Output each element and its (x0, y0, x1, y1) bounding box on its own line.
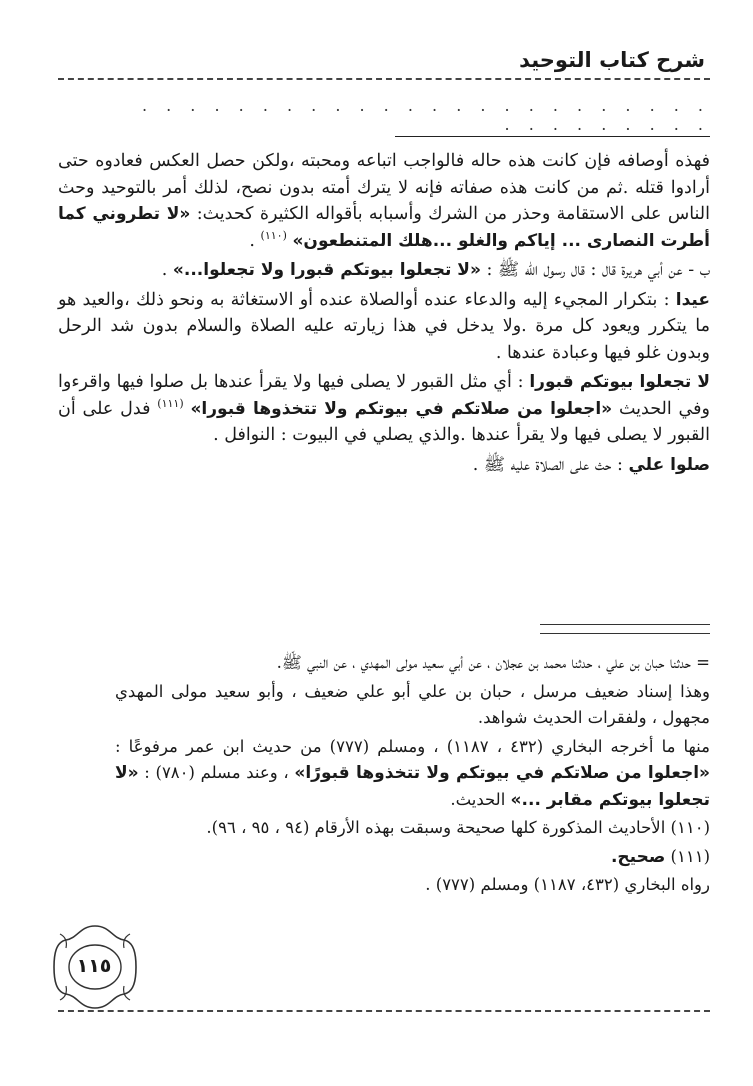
term-eid: عيدا (675, 289, 710, 310)
footnote-3-text-3: الحديث. (450, 789, 506, 809)
hadith-quote-3: «اجعلوا من صلاتكم في بيوتكم ولا تتخذوها قبورا» (190, 398, 613, 419)
section-divider (395, 136, 710, 137)
page-title: شرح كتاب التوحيد (519, 48, 705, 72)
paragraph-5-text: : حث على الصلاة عليه ﷺ . (472, 454, 623, 475)
footnote-111-source: رواه البخاري (٤٣٢، ١١٨٧) ومسلم (٧٧٧) . (425, 875, 710, 894)
footnote-ref-111: (١١١) (157, 396, 184, 410)
paragraph-1 (58, 148, 710, 254)
footer-divider (58, 1010, 710, 1012)
footnotes (115, 650, 710, 901)
footnote-3-text: منها ما أخرجه البخاري (٤٣٢ ، ١١٨٧) ، ومسلم (٧٧٧) من حديث ابن عمر مرفوعًا : (115, 736, 710, 756)
footnote-110: (١١٠) الأحاديث المذكورة كلها صحيحة وسبقت بهذه الأرقام (٩٤ ، ٩٥ ، ٩٦). (206, 818, 710, 837)
paragraph-4-text-2: فدل على أن القبور لا يصلى فيها ولا يقرأ عندها .والذي يصلي في البيوت : النوافل . (58, 398, 710, 445)
paragraph-2-text: ب - عن أبي هريرة قال : قال رسول الله ﷺ : (486, 260, 710, 280)
paragraph-2-end: . (161, 260, 168, 280)
footnote-ref-110: (١١٠) (260, 228, 287, 242)
header-divider (58, 78, 710, 80)
paragraph-4-text: : أي مثل القبور لا يصلى فيها ولا يقرأ عندها بل صلوا فيها واقرءوا وفي الحديث (58, 372, 710, 419)
paragraph-5 (58, 452, 710, 479)
paragraph-1-text: فهذه أوصافه فإن كانت هذه حاله فالواجب اتباعه ومحبته ،ولكن حصل العكس فعادوه حتى أرادوا قتله .ثم من كانت هذه صفاته فإنه لا يترك أمته بدون نصح، لذلك أمر بالتوحيد وحث الناس على الاستقامة وحذر من الشرك وأسبابه بأقواله الكثيرة كحديث: (58, 151, 710, 224)
main-text (58, 148, 710, 481)
paragraph-4 (58, 369, 710, 449)
paragraph-2 (58, 257, 710, 284)
footnote-quote-1: «اجعلوا من صلاتكم في بيوتكم ولا تتخذوها قبورًا» (294, 763, 711, 783)
footnote-1: = حدثنا حبان بن علي ، حدثنا محمد بن عجلان ، عن أبي سعيد مولى المهدي ، عن النبي ﷺ. (276, 653, 710, 672)
hadith-quote-1: «لا تطروني كما أطرت النصارى ... إياكم والغلو ...هلك المتنطعون» (58, 204, 710, 251)
term-pray: صلوا علي (628, 454, 710, 475)
paragraph-3 (58, 287, 710, 367)
footnote-divider-2 (540, 633, 710, 634)
page-number: ١١٥ (76, 955, 112, 977)
hadith-quote-2: «لا تجعلوا بيوتكم قبورا ولا تجعلوا...» (172, 260, 481, 280)
footnote-111-grade: صحيح. (610, 846, 666, 867)
footnote-quote-2: «لا تجعلوا بيوتكم مقابر ...» (115, 763, 710, 810)
paragraph-3-text: : بتكرار المجيء إليه والدعاء عنده أوالصلاة عنده أو الاستغاثة به ونحو ذلك ،والعيد هو ما يتكرر ويعود كل مرة .ولا يدخل في هذا زيارته عليه الصلاة والسلام بدون شد الرحل وبدون غلو فيها وعبادة عندها . (58, 289, 710, 363)
footnote-divider (540, 624, 710, 625)
paragraph-1-end: . (249, 230, 255, 251)
footnote-111-number: (١١١) (670, 846, 710, 866)
footnote-3-text-2: ، وعند مسلم (٧٨٠) : (144, 763, 289, 782)
ellipsis-dots: . . . . . . . . . . . . . . . . . . . . . . . . . . . . . . . . . (141, 96, 710, 134)
footnote-111 (115, 844, 710, 871)
footnote-3 (115, 734, 710, 814)
term-graves: لا تجعلوا بيوتكم قبورا (529, 372, 710, 392)
footnote-2: وهذا إسناد ضعيف مرسل ، حبان بن علي أبو علي ضعيف ، وأبو سعيد مولى المهدي مجهول ، ولفقرات الحديث شواهد. (115, 681, 710, 727)
